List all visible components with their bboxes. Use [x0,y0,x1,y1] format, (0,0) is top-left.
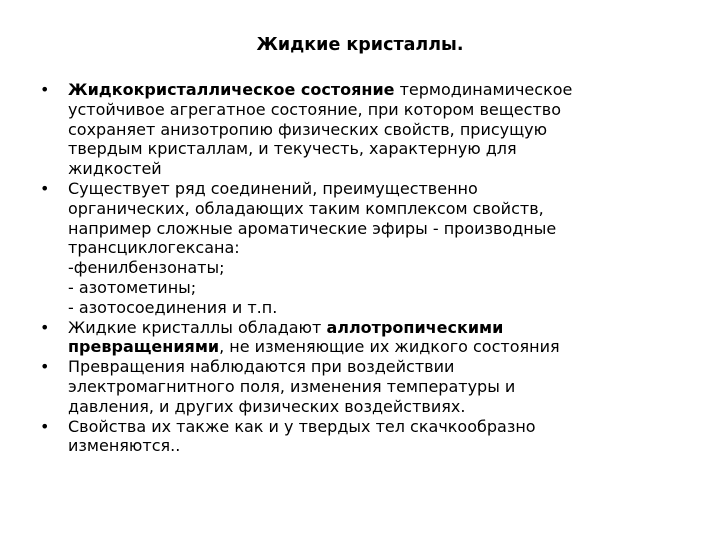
bullet-3-bold-2: превращениями [68,337,220,357]
bullet-item-3 [40,318,680,358]
bullet-1-rest: термодинамическое [394,80,573,99]
bullet-icon: • [40,357,50,377]
bullet-icon: • [40,178,50,198]
bullet-icon: • [40,80,50,99]
bullet-icon: • [40,317,50,337]
bullet-2-line-6: - азотометины; [68,277,197,297]
bullet-3-pre: Жидкие кристаллы обладают [68,317,327,337]
bullet-5-line-1: Свойства их также как и у твердых тел скачкообразно [68,416,536,436]
bullet-item-4 [40,357,680,416]
bullet-4-line-1: Превращения наблюдаются при воздействии [68,357,455,377]
bullet-2-line-1: Существует ряд соединений, преимущественно [68,178,478,198]
bullet-item-1 [40,80,680,179]
bullet-icon: • [40,416,50,436]
bullet-1-line-5: жидкостей [68,159,162,179]
bullet-1-line-1 [68,80,680,100]
bullet-4-line-2: электромагнитного поля, изменения температуры и [68,376,516,396]
bullet-2-line-5: -фенилбензонаты; [68,258,225,278]
bullet-1-bold: Жидкокристаллическое состояние [68,80,395,99]
bullet-item-5 [40,417,680,457]
bullet-item-2 [40,179,680,318]
bullet-3-post: , не изменяющие их жидкого состояния [219,337,560,357]
bullet-3-bold-1: аллотропическими [326,317,504,337]
bullet-2-line-7: - азотосоединения и т.п. [68,297,278,317]
bullet-list [40,80,680,456]
bullet-5-line-2: изменяются.. [68,436,181,456]
bullet-1-line-4: твердым кристаллам, и текучесть, характерную для [68,139,517,159]
bullet-3-line-1 [68,318,680,338]
bullet-2-line-4: трансциклогексана: [68,238,240,258]
slide-title: Жидкие кристаллы. [256,35,464,55]
bullet-2-line-2: органических, обладающих таким комплексом свойств, [68,198,544,218]
bullet-3-line-2 [68,337,680,357]
bullet-4-line-3: давления, и других физических воздействиях. [68,396,466,416]
bullet-2-line-3: например сложные ароматические эфиры - производные [68,218,557,238]
bullet-1-line-2: устойчивое агрегатное состояние, при котором вещество [68,99,561,119]
bullet-1-line-3: сохраняет анизотропию физических свойств, присущую [68,119,548,139]
